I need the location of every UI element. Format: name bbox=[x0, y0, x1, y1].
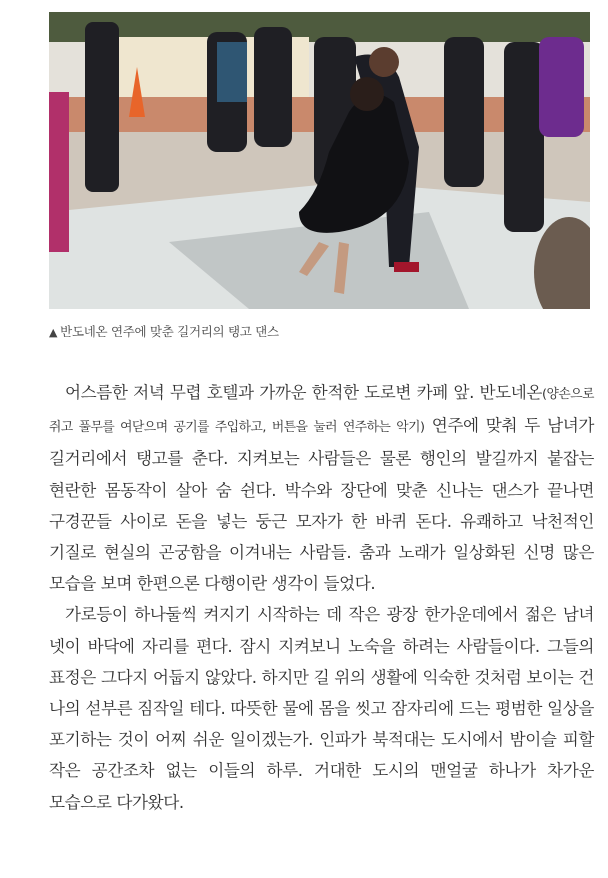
triangle-marker-icon: ▲ bbox=[49, 326, 58, 339]
paragraph-1-rest: 연주에 맞춰 두 남녀가 길거리에서 탱고를 춘다. 지켜보는 사람들은 물론 행인의 발길까지 붙잡는 현란한 몸동작이 살아 숨 쉰다. 박수와 장단에 맞춘 신나는 댄스가 끝나면 구경꾼들 사이로 돈을 넣는 둥근 모자가 한 바퀴 돈다. 유쾌하고 낙천적인 기질로 현실의 곤궁함을 이겨내는 사람들. 춤과 노래가 일상화된 신명 많은 모습을 보며 한편으론 다행이란 생각이 들었다. bbox=[49, 416, 594, 594]
caption-text: 반도네온 연주에 맞춘 길거리의 탱고 댄스 bbox=[60, 324, 279, 339]
photo-caption bbox=[49, 322, 279, 340]
paragraph-2: 가로등이 하나둘씩 켜지기 시작하는 데 작은 광장 한가운데에서 젊은 남녀 넷이 바닥에 자리를 편다. 잠시 지켜보니 노숙을 하려는 사람들이다. 그들의 표정은 그다지 어둡지 않았다. 하지만 길 위의 생활에 익숙한 것처럼 보이는 건 나의 섣부른 짐작일 테다. 따뜻한 물에 몸을 씻고 잠자리에 드는 평범한 일상을 포기하는 것이 어찌 쉬운 일이겠는가. 인파가 북적대는 도시에서 밤이슬 피할 작은 공간조차 없는 이들의 하루. 거대한 도시의 맨얼굴 하나가 차가운 모습으로 다가왔다. bbox=[49, 605, 594, 812]
paragraph-1 bbox=[49, 377, 594, 599]
bandoneon-note: (양손으로 쥐고 풀무를 여닫으며 공기를 주입하고, 버튼을 눌러 연주하는 악기) bbox=[49, 387, 594, 436]
paragraph-1-intro: 어스름한 저녁 무렵 호텔과 가까운 한적한 도로변 카페 앞. 반도네온 bbox=[65, 383, 543, 402]
tango-dancers-image bbox=[49, 12, 590, 309]
tango-photo bbox=[49, 12, 590, 309]
article-body bbox=[49, 377, 594, 818]
